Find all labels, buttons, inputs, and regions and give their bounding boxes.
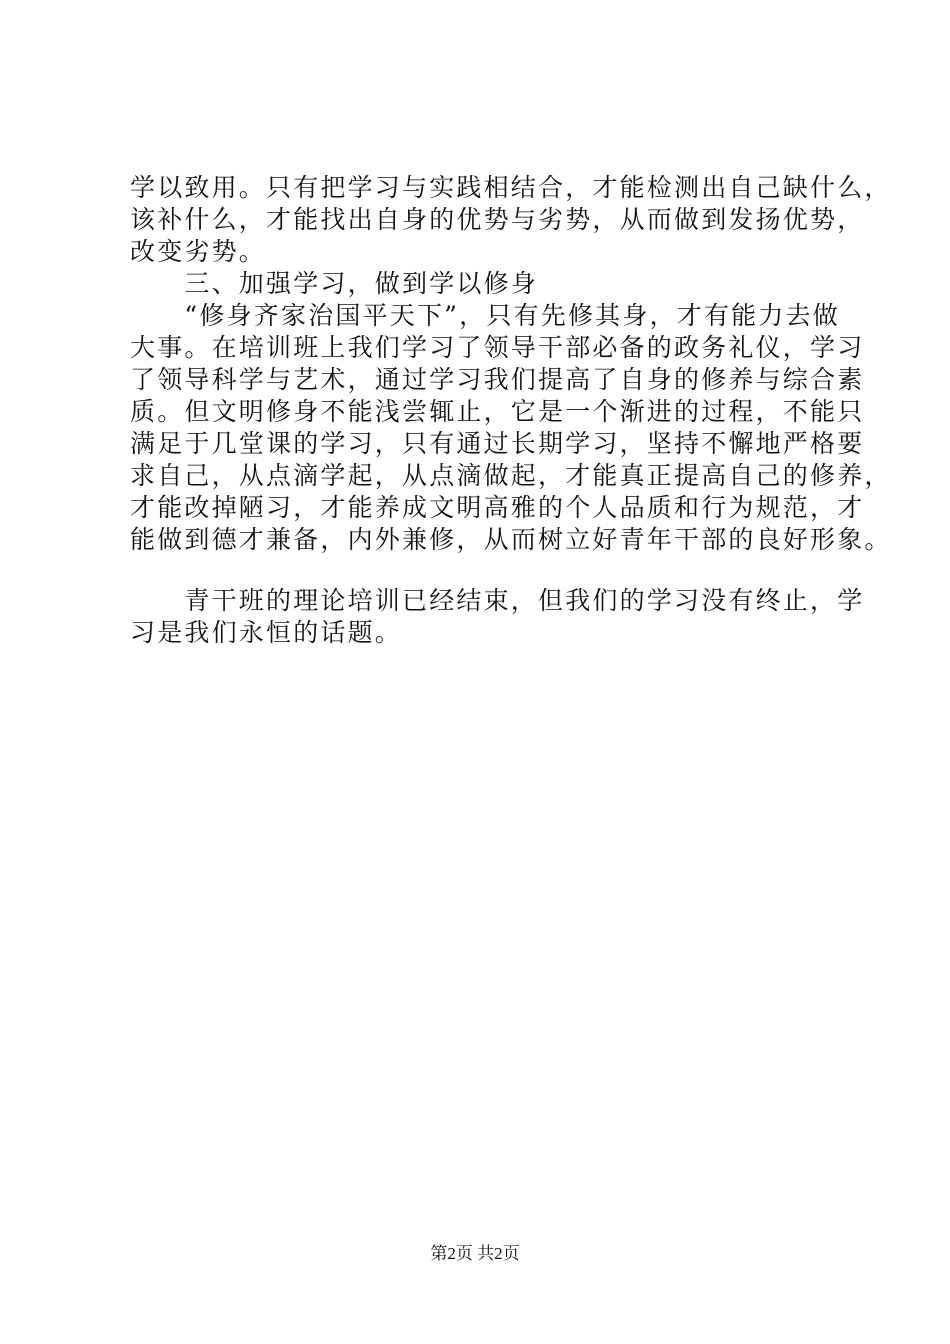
text-line: 才能改掉陋习，才能养成文明高雅的个人品质和行为规范，才 bbox=[130, 493, 865, 522]
text-line: 改变劣势。 bbox=[130, 237, 267, 266]
text-line: 了领导科学与艺术，通过学习我们提高了自身的修养与综合素 bbox=[130, 365, 865, 394]
text-line: 能做到德才兼备，内外兼修，从而树立好青年干部的良好形象。 bbox=[130, 525, 892, 554]
text-line: 大事。在培训班上我们学习了领导干部必备的政务礼仪，学习 bbox=[130, 333, 865, 362]
closing-line: 习是我们永恒的话题。 bbox=[130, 618, 403, 647]
paragraph-gap bbox=[130, 556, 850, 585]
text-line: “修身齐家治国平天下”，只有先修其身，才有能力去做 bbox=[130, 301, 840, 330]
text-line: 满足于几堂课的学习，只有通过长期学习，坚持不懈地严格要 bbox=[130, 429, 865, 458]
closing-line: 青干班的理论培训已经结束，但我们的学习没有终止，学 bbox=[130, 586, 865, 615]
text-line: 该补什么，才能找出自身的优势与劣势，从而做到发扬优势， bbox=[130, 205, 865, 234]
document-body bbox=[130, 172, 892, 649]
section-heading: 三、加强学习，做到学以修身 bbox=[130, 269, 539, 298]
page-footer: 第2页 共2页 bbox=[430, 1244, 520, 1263]
text-line: 求自己，从点滴学起，从点滴做起，才能真正提高自己的修养， bbox=[130, 461, 892, 490]
text-line: 学以致用。只有把学习与实践相结合，才能检测出自己缺什么， bbox=[130, 173, 892, 202]
text-line: 质。但文明修身不能浅尝辄止，它是一个渐进的过程，不能只 bbox=[130, 397, 865, 426]
